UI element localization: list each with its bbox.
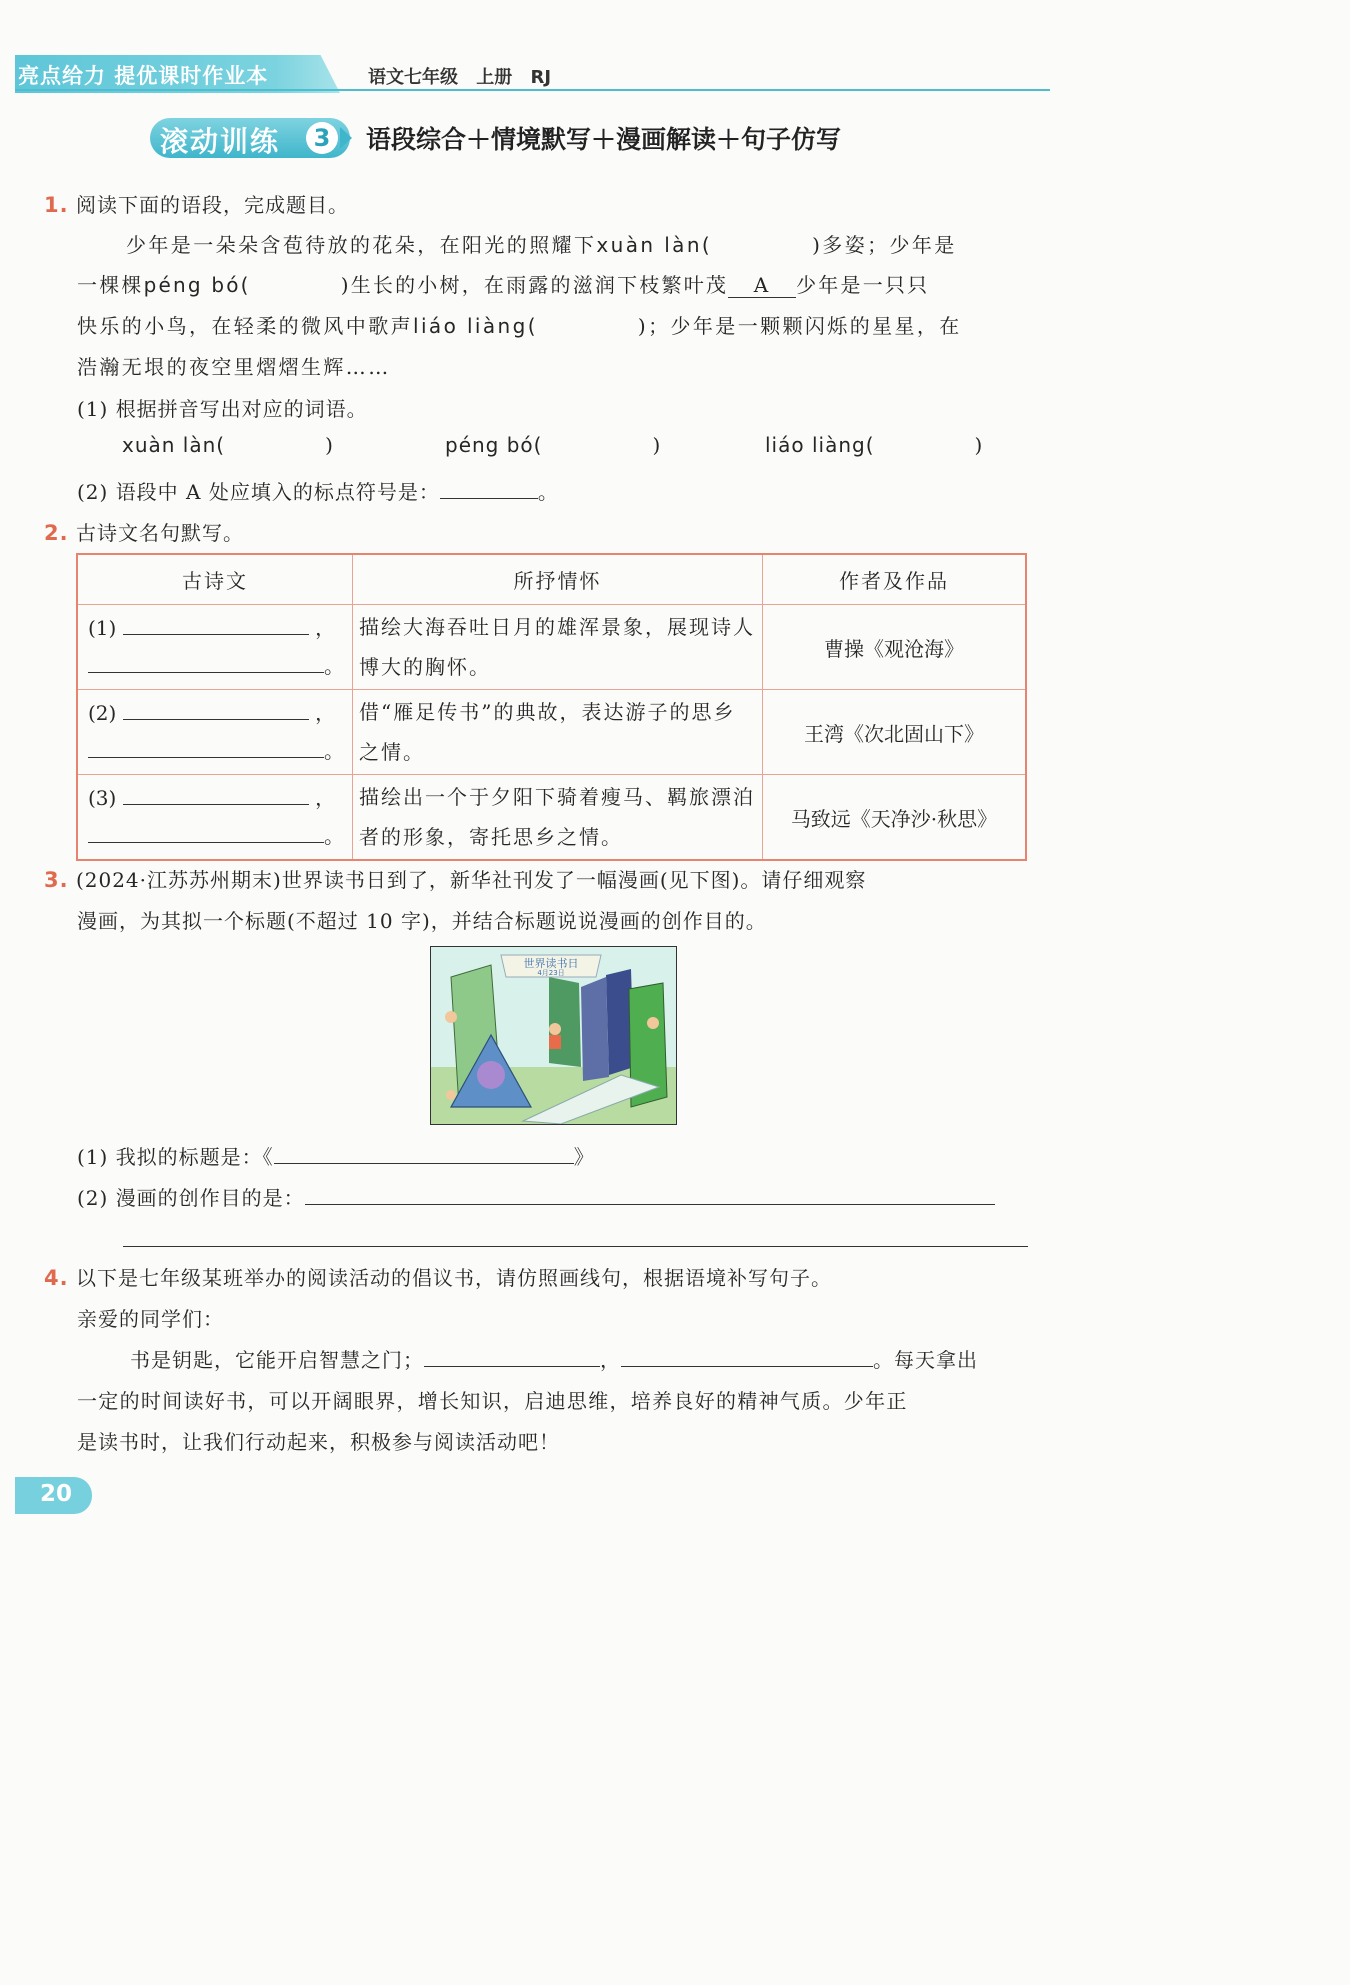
sub-question-text: (2) 语段中 A 处应填入的标点符号是： [77,480,440,504]
question-prompt: 阅读下面的语段，完成题目。 [75,193,349,217]
sub-question-text: (1) 我拟的标题是：《 [77,1145,274,1169]
passage-text: )多姿；少年是 [812,233,957,257]
feeling-cell: 描绘大海吞吐日月的雄浑景象，展现诗人博大的胸怀。 [353,605,763,690]
table-header: 作者及作品 [763,554,1027,605]
book-subtitle: 语文七年级 上册 RJ [368,67,552,88]
punctuation-blank-A[interactable] [728,273,796,298]
period: 。 [324,739,344,763]
answer-blank[interactable] [123,719,309,720]
letter-line-3: 是读书时，让我们行动起来，积极参与阅读活动吧！ [77,1430,560,1454]
letter-greeting: 亲爱的同学们： [77,1307,224,1331]
poem-blank-cell [77,690,353,775]
table-row [77,775,1026,861]
pinyin: péng bó( [445,433,543,457]
row-number: (2) [88,701,117,725]
pinyin: péng bó( [143,273,251,297]
question-prompt: (2024·江苏苏州期末)世界读书日到了，新华社刊发了一幅漫画(见下图)。请仔细观察 [75,868,867,892]
work-cell: 王湾《次北固山下》 [763,690,1027,775]
poem-table [76,553,1027,861]
row-number: (1) [88,616,117,640]
paren: ) [652,433,662,457]
pinyin: liáo liàng( [765,433,875,457]
comma: ， [315,786,336,810]
imitation-blank-1[interactable] [424,1366,600,1367]
sub-question-1-2 [77,476,559,505]
comic-title: 世界读书日 [523,957,579,970]
poem-blank-cell [77,605,353,690]
purpose-answer-blank[interactable] [305,1204,995,1205]
question-number: 4. [44,1266,69,1290]
question-1 [44,189,349,218]
question-number: 3. [44,868,69,892]
sub-question-1-1: (1) 根据拼音写出对应的词语。 [77,397,368,421]
passage-text: 快乐的小鸟，在轻柔的微风中歌声 [77,314,413,338]
table-header: 古诗文 [77,554,353,605]
question-number: 1. [44,193,69,217]
table-header-row [77,554,1026,605]
question-3 [44,864,866,893]
comma: ， [600,1348,621,1372]
letter-line-1 [130,1344,978,1373]
sub-question-text: (2) 漫画的创作目的是： [77,1186,305,1210]
sub-question-3-2 [77,1182,995,1211]
pinyin: xuàn làn( [596,233,713,257]
book-mark: 》 [573,1145,595,1169]
passage-line-4: 浩瀚无垠的夜空里熠熠生辉…… [77,355,391,379]
pinyin-answer-2 [445,433,661,457]
question-prompt: 古诗文名句默写。 [75,521,244,545]
feeling-cell: 描绘出一个于夕阳下骑着瘦马、羁旅漂泊者的形象，寄托思乡之情。 [353,775,763,861]
paren: ) [974,433,984,457]
title-answer-blank[interactable] [274,1163,574,1164]
letter-text: 。每天拿出 [873,1348,978,1372]
question-prompt: 以下是七年级某班举办的阅读活动的倡议书，请仿照画线句，根据语境补写句子。 [75,1266,832,1290]
work-cell: 曹操《观沧海》 [763,605,1027,690]
badge-arrow-icon [340,127,352,149]
comic-drawing [431,947,676,1124]
passage-text: 一棵棵 [77,273,144,297]
pinyin: xuàn làn( [122,433,226,457]
table-row [77,605,1026,690]
work-cell: 马致远《天净沙·秋思》 [763,775,1027,861]
comic-illustration [430,946,677,1125]
table-row [77,690,1026,775]
table-header: 所抒情怀 [353,554,763,605]
imitation-blank-2[interactable] [621,1366,873,1367]
answer-blank[interactable] [440,498,538,499]
section-badge-number: 3 [306,122,338,154]
answer-blank[interactable] [88,672,324,673]
answer-blank[interactable] [123,804,309,805]
answer-blank[interactable] [88,757,324,758]
comma: ， [315,701,336,725]
section-badge-label: 滚动训练 [160,125,281,158]
letter-line-2: 一定的时间读好书，可以开阔眼界，增长知识，启迪思维，培养良好的精神气质。少年正 [77,1389,908,1413]
pinyin: liáo liàng( [413,314,538,338]
pinyin-answer-1 [122,433,334,457]
comma: ， [315,616,336,640]
answer-blank[interactable] [88,842,324,843]
comic-date: 4月23日 [537,969,565,977]
passage-text: 少年是一朵朵含苞待放的花朵，在阳光的照耀下 [126,233,597,257]
section-title: 语段综合＋情境默写＋漫画解读＋句子仿写 [366,125,842,154]
question-2 [44,517,244,546]
header-divider [15,89,1050,91]
passage-text: )生长的小树，在雨露的滋润下枝繁叶茂 [340,273,729,297]
feeling-cell: 借“雁足传书”的典故，表达游子的思乡之情。 [353,690,763,775]
period: 。 [324,824,344,848]
book-brand: 亮点给力 提优课时作业本 [18,64,269,88]
answer-blank[interactable] [123,634,309,635]
passage-line-1 [126,229,957,258]
row-number: (3) [88,786,117,810]
passage-line-3 [77,310,962,339]
question-4 [44,1262,832,1291]
question-number: 2. [44,521,69,545]
passage-text: )；少年是一颗颗闪烁的星星，在 [637,314,962,338]
paren: ) [325,433,334,457]
question-3-line-2: 漫画，为其拟一个标题(不超过 10 字)，并结合标题说说漫画的创作目的。 [77,909,767,933]
period: 。 [324,654,344,678]
purpose-answer-line-2[interactable] [123,1246,1028,1247]
sub-question-3-1 [77,1141,595,1170]
period: 。 [537,480,559,504]
blank-mark-A: A [753,273,771,297]
poem-blank-cell [77,775,353,861]
pinyin-answer-3 [765,433,983,457]
passage-text: 少年是一只只 [796,273,930,297]
page-number: 20 [40,1481,73,1507]
passage-line-2 [77,269,929,298]
letter-text: 书是钥匙，它能开启智慧之门； [130,1348,424,1372]
